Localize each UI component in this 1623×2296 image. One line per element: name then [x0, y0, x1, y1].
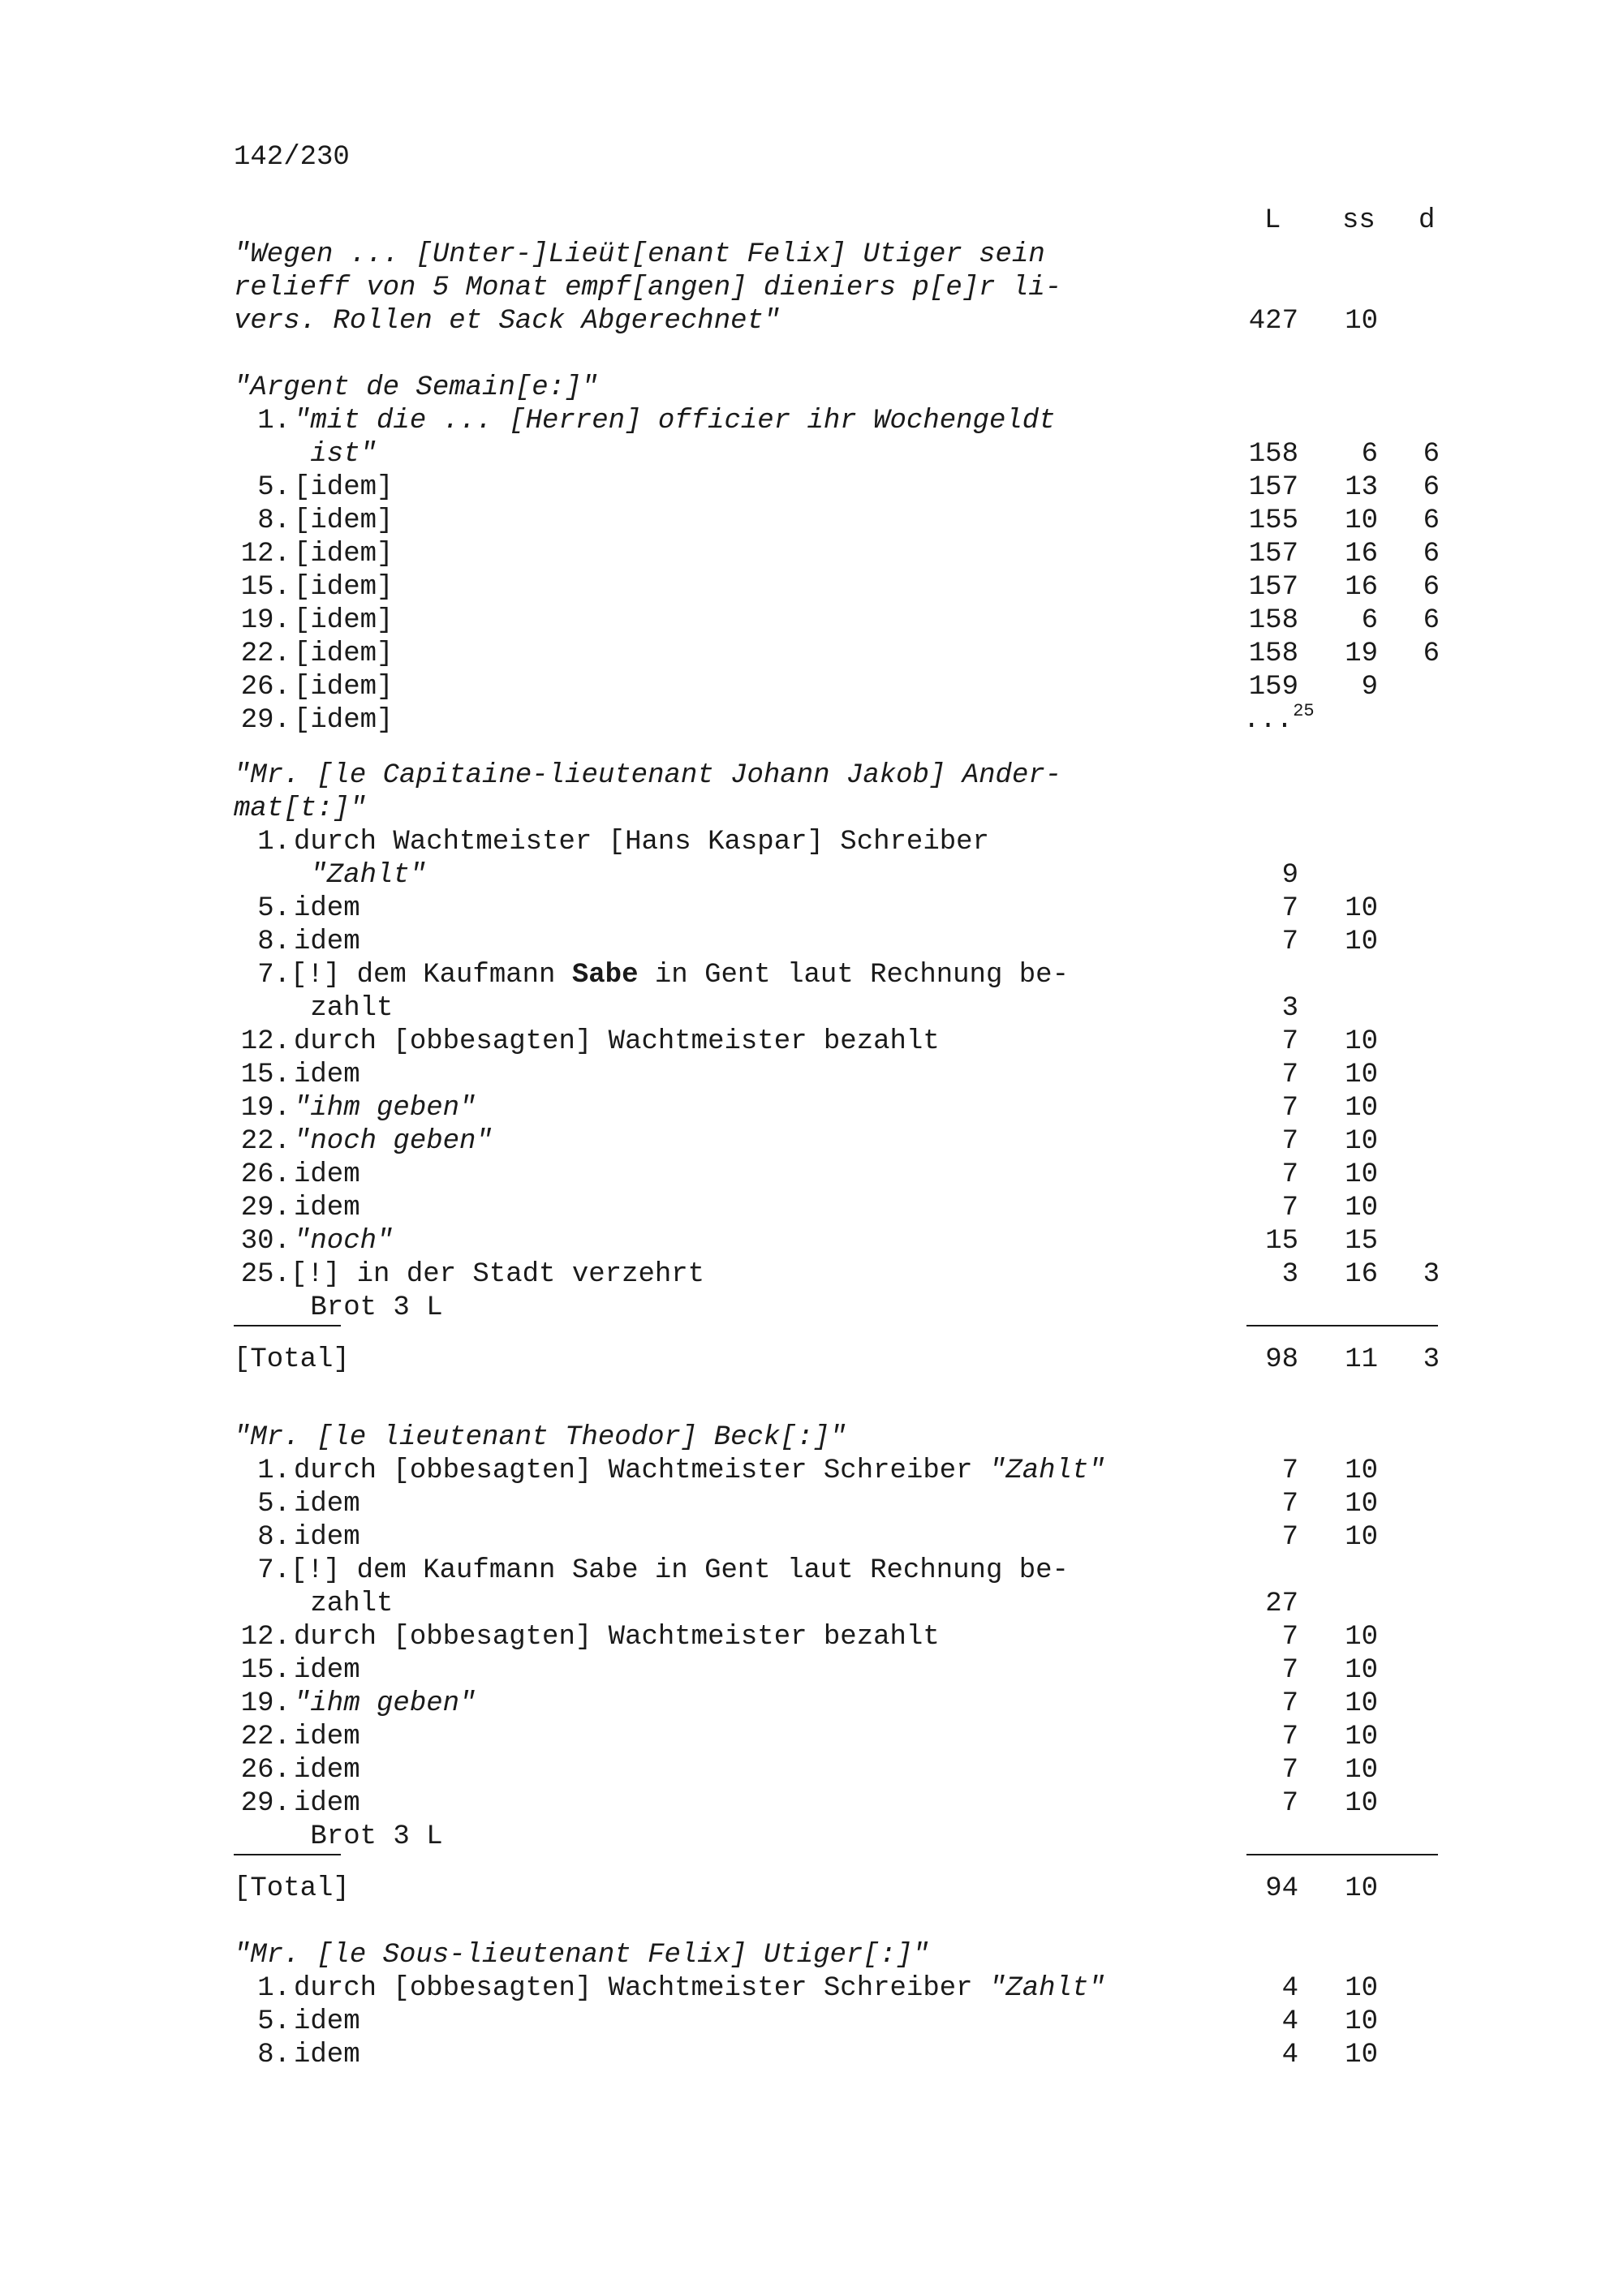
- entry-description: [234, 759, 1061, 793]
- amount-sols: 10: [1345, 1060, 1378, 1090]
- column-header-l: L: [1264, 205, 1281, 236]
- amount-sols: 10: [1345, 1193, 1378, 1223]
- entry-text: [idem]: [294, 638, 394, 669]
- amount-sols: 10: [1345, 1755, 1378, 1786]
- entry-text: idem: [294, 1060, 360, 1090]
- column-header-ss: ss: [1342, 205, 1375, 236]
- ledger-row: [0, 1688, 1623, 1721]
- ledger-row: [0, 1225, 1623, 1258]
- entry-day-number: 8.: [257, 1522, 291, 1553]
- ledger-row: [0, 1721, 1623, 1754]
- entry-text: "Mr. [le Capitaine-lieutenant Johann Jakob] Ander-: [234, 760, 1062, 791]
- ledger-row: [0, 272, 1623, 305]
- entry-day-number: 29.: [240, 705, 291, 736]
- entry-day-number: 19.: [240, 605, 291, 636]
- entry-day-number: 22.: [240, 638, 291, 669]
- amount-sols: 6: [1361, 605, 1378, 636]
- entry-day-number: 12.: [240, 539, 291, 570]
- entry-description: [234, 239, 1045, 272]
- amount-sols: 10: [1345, 1722, 1378, 1752]
- ledger-row: [0, 405, 1623, 438]
- ledger-row: [0, 759, 1623, 793]
- entry-text: ist": [310, 439, 377, 470]
- ledger-row: [0, 859, 1623, 892]
- entry-text: [!] dem Kaufmann Sabe in Gent laut Rechnung be-: [291, 1555, 1069, 1586]
- entry-text: [idem]: [294, 572, 394, 603]
- entry-description: [294, 1225, 393, 1258]
- amount-livres: 7: [1281, 1489, 1298, 1520]
- entry-text: [idem]: [294, 605, 394, 636]
- entry-day-number: 12.: [240, 1622, 291, 1653]
- entry-description: [294, 1688, 476, 1721]
- entry-day-number: 15.: [240, 1060, 291, 1090]
- ledger-row: [0, 1059, 1623, 1092]
- entry-description: [234, 272, 1061, 305]
- entry-description: [294, 471, 393, 505]
- entry-day-number: 7.: [257, 960, 291, 991]
- amount-deniers: 3: [1423, 1259, 1440, 1290]
- entry-description: [294, 704, 393, 737]
- ledger-row: [0, 793, 1623, 826]
- amount-livres: 7: [1281, 1093, 1298, 1124]
- entry-description: [294, 505, 393, 538]
- entry-day-number: 8.: [257, 505, 291, 536]
- ledger-row: [0, 505, 1623, 538]
- entry-text: "Mr. [le Sous-lieutenant Felix] Utiger[:]": [234, 1940, 929, 1971]
- entry-day-number: 5.: [257, 1489, 291, 1520]
- entry-text: [idem]: [294, 705, 394, 736]
- ledger-row: [0, 1488, 1623, 1521]
- amount-livres: 159: [1248, 672, 1298, 703]
- amount-sols: 10: [1345, 1973, 1378, 2004]
- amount-sols: 10: [1345, 505, 1378, 536]
- entry-description: [294, 1192, 360, 1225]
- amount-livres: 7: [1281, 1722, 1298, 1752]
- entry-day-number: 26.: [240, 1159, 291, 1190]
- entry-description: [294, 1059, 360, 1092]
- amount-livres: 7: [1281, 1655, 1298, 1686]
- amount-livres: 7: [1281, 1026, 1298, 1057]
- amount-sols: 10: [1345, 1788, 1378, 1819]
- entry-description: [294, 1025, 940, 1059]
- entry-text: "mit die ... [Herren] officier ihr Wochengeldt: [294, 406, 1056, 436]
- ledger-row: [0, 1258, 1623, 1292]
- entry-text: idem: [294, 1489, 360, 1520]
- amount-livres: 7: [1281, 1455, 1298, 1486]
- amount-livres: 157: [1248, 472, 1298, 503]
- ledger-row: [0, 1588, 1623, 1621]
- amount-sols: 10: [1345, 1655, 1378, 1686]
- entry-text: "noch": [294, 1226, 394, 1257]
- entry-description: [234, 372, 598, 405]
- total-sols: 10: [1345, 1873, 1378, 1904]
- entry-day-number: 1.: [257, 406, 291, 436]
- entry-day-number: 29.: [240, 1788, 291, 1819]
- entry-text: durch Wachtmeister [Hans Kaspar] Schreiber: [294, 827, 989, 858]
- entry-description: [294, 405, 1056, 438]
- amount-sols: 10: [1345, 2006, 1378, 2037]
- entry-text: "Argent de Semain[e:]": [234, 372, 598, 403]
- entry-description: [291, 959, 1069, 992]
- entry-text: zahlt: [310, 993, 394, 1024]
- entry-description: [234, 793, 366, 826]
- entry-day-number: 5.: [257, 893, 291, 924]
- entry-day-number: 25.: [240, 1259, 291, 1290]
- amount-sols: 10: [1345, 1159, 1378, 1190]
- entry-day-number: 15.: [240, 1655, 291, 1686]
- amount-livres: 4: [1281, 1973, 1298, 2004]
- amount-deniers: 6: [1423, 539, 1440, 570]
- amount-sols: 10: [1345, 1093, 1378, 1124]
- amount-sols: 10: [1345, 1522, 1378, 1553]
- entry-day-number: 15.: [240, 572, 291, 603]
- total-livres: 94: [1265, 1873, 1298, 1904]
- ledger-row: [0, 1654, 1623, 1688]
- entry-text: idem: [294, 2040, 360, 2070]
- entry-day-number: 30.: [240, 1226, 291, 1257]
- amount-livres: 7: [1281, 1126, 1298, 1157]
- entry-day-number: 7.: [257, 1555, 291, 1586]
- total-deniers: 3: [1423, 1344, 1440, 1375]
- amount-livres: 7: [1281, 1060, 1298, 1090]
- entry-text: "ihm geben": [294, 1688, 476, 1719]
- amount-livres: 158: [1248, 605, 1298, 636]
- entry-description: [310, 1292, 442, 1325]
- entry-description: [294, 638, 393, 671]
- amount-livres: 7: [1281, 893, 1298, 924]
- ledger-row: [0, 239, 1623, 272]
- amount-sols: 10: [1345, 893, 1378, 924]
- ledger-row: [0, 2039, 1623, 2072]
- entry-day-number: 8.: [257, 2040, 291, 2070]
- amount-livres: 9: [1281, 860, 1298, 891]
- ledger-row: [0, 638, 1623, 671]
- amount-sols: 6: [1361, 439, 1378, 470]
- entry-text-quote: "Zahlt": [988, 1973, 1105, 2004]
- ledger-row: [0, 1292, 1623, 1325]
- entry-description: [294, 1092, 476, 1125]
- amount-sols: 10: [1345, 306, 1378, 337]
- ledger-row: [0, 1939, 1623, 1972]
- ledger-row: [0, 438, 1623, 471]
- ledger-row: [0, 701, 1623, 737]
- amount-sols: 16: [1345, 539, 1378, 570]
- amount-livres: 7: [1281, 927, 1298, 957]
- entry-text: "ihm geben": [294, 1093, 476, 1124]
- entry-description: [310, 992, 393, 1025]
- ledger-row: [0, 1972, 1623, 2006]
- amount-sols: 10: [1345, 1455, 1378, 1486]
- sum-rule-right: [1246, 1325, 1438, 1326]
- ledger-row: [0, 604, 1623, 638]
- entry-text: vers. Rollen et Sack Abgerechnet": [234, 306, 781, 337]
- amount-livres: 7: [1281, 1622, 1298, 1653]
- entry-text: durch [obbesagten] Wachtmeister bezahlt: [294, 1026, 940, 1057]
- ledger-row: [0, 1159, 1623, 1192]
- entry-day-number: 1.: [257, 1455, 291, 1486]
- amount-sols: 16: [1345, 1259, 1378, 1290]
- entry-day-number: 5.: [257, 2006, 291, 2037]
- entry-text: in Gent laut Rechnung be-: [638, 960, 1069, 991]
- total-label: [Total]: [234, 1873, 350, 1904]
- sum-rule-left: [234, 1854, 341, 1855]
- amount-livres: 158: [1248, 439, 1298, 470]
- entry-description: [294, 1972, 1105, 2006]
- ledger-row: [0, 992, 1623, 1025]
- amount-livres: 3: [1281, 1259, 1298, 1290]
- entry-text: Brot 3 L: [310, 1821, 443, 1852]
- ledger-row: [0, 1025, 1623, 1059]
- ledger-row: [0, 1092, 1623, 1125]
- ledger-row: [0, 2006, 1623, 2039]
- ledger-row: [0, 538, 1623, 571]
- amount-livres: 7: [1281, 1522, 1298, 1553]
- entry-description: [294, 1621, 940, 1654]
- amount-livres: 155: [1248, 505, 1298, 536]
- amount-deniers: 6: [1423, 472, 1440, 503]
- total-livres: 98: [1265, 1344, 1298, 1375]
- entry-description: [294, 1654, 360, 1688]
- entry-description: [294, 538, 393, 571]
- amount-deniers: 6: [1423, 605, 1440, 636]
- ledger-row: [0, 1455, 1623, 1488]
- entry-text: zahlt: [310, 1589, 394, 1619]
- ledger-row: [0, 1421, 1623, 1455]
- amount-sols: 10: [1345, 1688, 1378, 1719]
- entry-text: idem: [294, 1193, 360, 1223]
- entry-description: [310, 438, 377, 471]
- entry-day-number: 26.: [240, 672, 291, 703]
- entry-text: idem: [294, 1159, 360, 1190]
- entry-text: idem: [294, 893, 360, 924]
- amount-livres: 7: [1281, 1159, 1298, 1190]
- ledger-row: [0, 1621, 1623, 1654]
- entry-description: [294, 1488, 360, 1521]
- entry-description: [294, 1721, 360, 1754]
- amount-livres: 27: [1265, 1589, 1298, 1619]
- amount-livres: 15: [1265, 1226, 1298, 1257]
- entry-text: [idem]: [294, 672, 394, 703]
- total-sols: 11: [1345, 1344, 1378, 1375]
- total-label: [Total]: [234, 1344, 350, 1375]
- ledger-row: [0, 1754, 1623, 1787]
- ledger-row: [0, 1125, 1623, 1159]
- amount-sols: 16: [1345, 572, 1378, 603]
- entry-description: [294, 571, 393, 604]
- entry-text: [idem]: [294, 472, 394, 503]
- ledger-row: [0, 305, 1623, 338]
- entry-description: [234, 305, 780, 338]
- entry-day-number: 8.: [257, 927, 291, 957]
- amount-sols: 10: [1345, 2040, 1378, 2070]
- entry-description: [294, 1125, 493, 1159]
- entry-text: [!] in der Stadt verzehrt: [291, 1259, 705, 1290]
- amount-livres: 7: [1281, 1788, 1298, 1819]
- entry-text: mat[t:]": [234, 793, 367, 824]
- entry-day-number: 12.: [240, 1026, 291, 1057]
- entry-description: [294, 1159, 360, 1192]
- entry-description: [294, 1455, 1105, 1488]
- entry-description: [310, 1821, 442, 1854]
- entry-text: [!] dem Kaufmann: [291, 960, 572, 991]
- entry-description: [294, 2039, 360, 2072]
- amount-livres: 427: [1248, 306, 1298, 337]
- entry-text: durch [obbesagten] Wachtmeister bezahlt: [294, 1622, 940, 1653]
- ledger-row: [0, 471, 1623, 505]
- entry-description: [294, 2006, 360, 2039]
- entry-day-number: 26.: [240, 1755, 291, 1786]
- total-row: [0, 1872, 1623, 1906]
- ledger-row: [0, 959, 1623, 992]
- ledger-row: [0, 826, 1623, 859]
- entry-description: [294, 892, 360, 926]
- ledger-row: [0, 926, 1623, 959]
- entry-text: "noch geben": [294, 1126, 493, 1157]
- entry-text: "Wegen ... [Unter-]Lieüt[enant Felix] Utiger sein: [234, 239, 1045, 270]
- ledger-row: [0, 1521, 1623, 1554]
- amount-livres: ...$^{25}$: [1243, 701, 1315, 736]
- footnote-marker: 25: [1293, 701, 1315, 721]
- amount-sols: 15: [1345, 1226, 1378, 1257]
- amount-livres: 7: [1281, 1755, 1298, 1786]
- entry-text: idem: [294, 1788, 360, 1819]
- amount-livres: 7: [1281, 1193, 1298, 1223]
- entry-day-number: 22.: [240, 1722, 291, 1752]
- entry-day-number: 1.: [257, 1973, 291, 2004]
- amount-livres: 158: [1248, 638, 1298, 669]
- entry-text: idem: [294, 2006, 360, 2037]
- entry-description: [291, 1258, 704, 1292]
- entry-description: [294, 604, 393, 638]
- column-header-d: d: [1419, 205, 1436, 236]
- entry-description: [294, 1521, 360, 1554]
- entry-text: "Zahlt": [310, 860, 427, 891]
- ledger-row: [0, 892, 1623, 926]
- entry-description: [294, 1754, 360, 1787]
- entry-description: [291, 1554, 1069, 1588]
- total-row: [0, 1344, 1623, 1377]
- ledger-row: [0, 1554, 1623, 1588]
- sum-rule-left: [234, 1325, 341, 1326]
- entry-day-number: 19.: [240, 1688, 291, 1719]
- amount-deniers: 6: [1423, 572, 1440, 603]
- amount-livres: 4: [1281, 2040, 1298, 2070]
- amount-sols: 10: [1345, 1489, 1378, 1520]
- entry-day-number: 22.: [240, 1126, 291, 1157]
- amount-deniers: 6: [1423, 439, 1440, 470]
- entry-text: [idem]: [294, 539, 394, 570]
- amount-sols: 10: [1345, 1026, 1378, 1057]
- ledger-row: [0, 1787, 1623, 1821]
- ledger-row: [0, 1192, 1623, 1225]
- entry-text: idem: [294, 1755, 360, 1786]
- amount-livres: 157: [1248, 539, 1298, 570]
- entry-description: [234, 1939, 929, 1972]
- amount-deniers: 6: [1423, 505, 1440, 536]
- entry-day-number: 5.: [257, 472, 291, 503]
- entry-text: idem: [294, 1722, 360, 1752]
- ledger-row: [0, 671, 1623, 704]
- entry-text-quote: "Zahlt": [988, 1455, 1105, 1486]
- amount-sols: 19: [1345, 638, 1378, 669]
- entry-text: "Mr. [le lieutenant Theodor] Beck[:]": [234, 1422, 846, 1453]
- amount-sols: 10: [1345, 1126, 1378, 1157]
- entry-day-number: 1.: [257, 827, 291, 858]
- ledger-row: [0, 1821, 1623, 1854]
- amount-livres: 3: [1281, 993, 1298, 1024]
- entry-description: [294, 1787, 360, 1821]
- entry-text: idem: [294, 1522, 360, 1553]
- entry-description: [294, 826, 989, 859]
- entry-description: [310, 859, 426, 892]
- entry-description: [310, 1588, 393, 1621]
- amount-livres: 157: [1248, 572, 1298, 603]
- entry-description: [234, 1421, 846, 1455]
- entry-day-number: 29.: [240, 1193, 291, 1223]
- amount-deniers: 6: [1423, 638, 1440, 669]
- entry-text: relieff von 5 Monat empf[angen] dieniers p[e]r li-: [234, 273, 1062, 303]
- entry-description: [294, 926, 360, 959]
- sum-rule-right: [1246, 1854, 1438, 1855]
- amount-livres: 4: [1281, 2006, 1298, 2037]
- merchant-name: Sabe: [571, 960, 639, 991]
- entry-text: Brot 3 L: [310, 1292, 443, 1323]
- entry-text: durch [obbesagten] Wachtmeister Schreiber: [294, 1973, 989, 2004]
- amount-sols: 9: [1361, 672, 1378, 703]
- entry-day-number: 19.: [240, 1093, 291, 1124]
- ledger-row: [0, 372, 1623, 405]
- ledger-row: [0, 571, 1623, 604]
- page-number: 142/230: [234, 142, 350, 173]
- amount-sols: 13: [1345, 472, 1378, 503]
- entry-text: [idem]: [294, 505, 394, 536]
- entry-text: idem: [294, 927, 360, 957]
- amount-sols: 10: [1345, 1622, 1378, 1653]
- entry-text: durch [obbesagten] Wachtmeister Schreiber: [294, 1455, 989, 1486]
- amount-sols: 10: [1345, 927, 1378, 957]
- entry-text: idem: [294, 1655, 360, 1686]
- entry-description: [294, 671, 393, 704]
- amount-livres: 7: [1281, 1688, 1298, 1719]
